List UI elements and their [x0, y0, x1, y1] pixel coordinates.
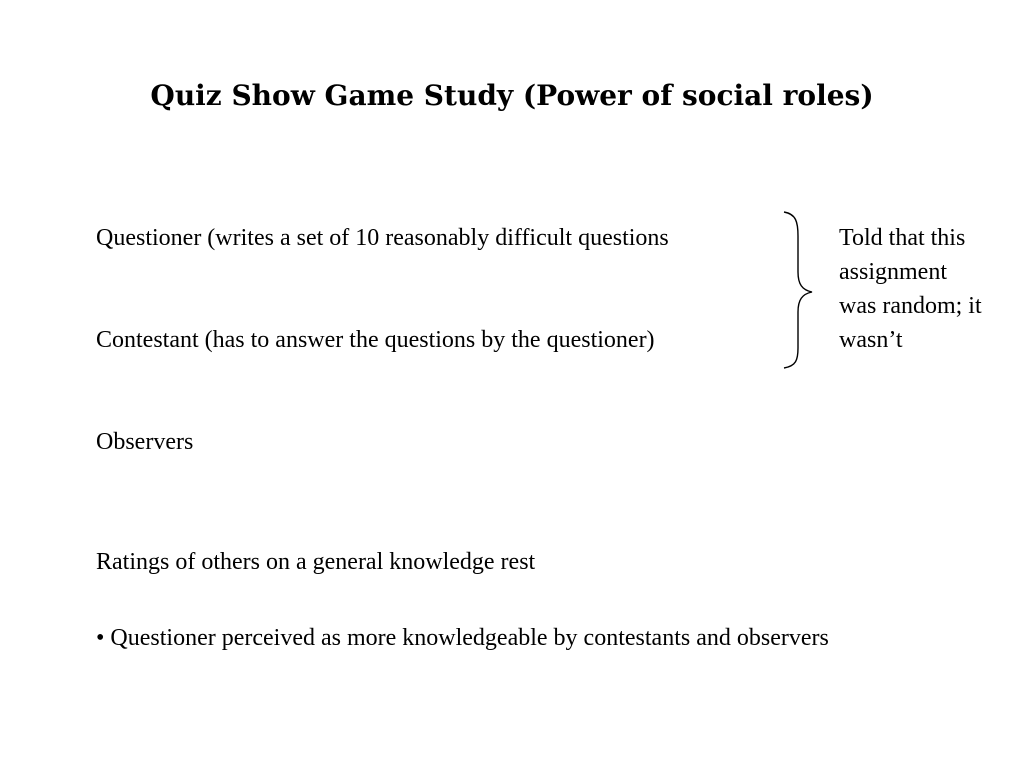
random-assignment-note [839, 221, 1019, 357]
right-curly-brace [780, 210, 820, 370]
contestant-role-text: Contestant (has to answer the questions by the questioner) [96, 327, 655, 353]
note-line-4: wasn’t [839, 327, 903, 353]
finding-bullet: • Questioner perceived as more knowledgeable by contestants and observers [96, 625, 829, 651]
slide-title: Quiz Show Game Study (Power of social roles) [150, 79, 874, 112]
ratings-text: Ratings of others on a general knowledge rest [96, 549, 536, 575]
note-line-1: Told that this [839, 225, 966, 251]
note-line-3: was random; it [839, 293, 982, 319]
observers-role-text: Observers [96, 429, 194, 455]
note-line-2: assignment [839, 259, 947, 285]
questioner-role-text: Questioner (writes a set of 10 reasonably difficult questions [96, 225, 669, 251]
